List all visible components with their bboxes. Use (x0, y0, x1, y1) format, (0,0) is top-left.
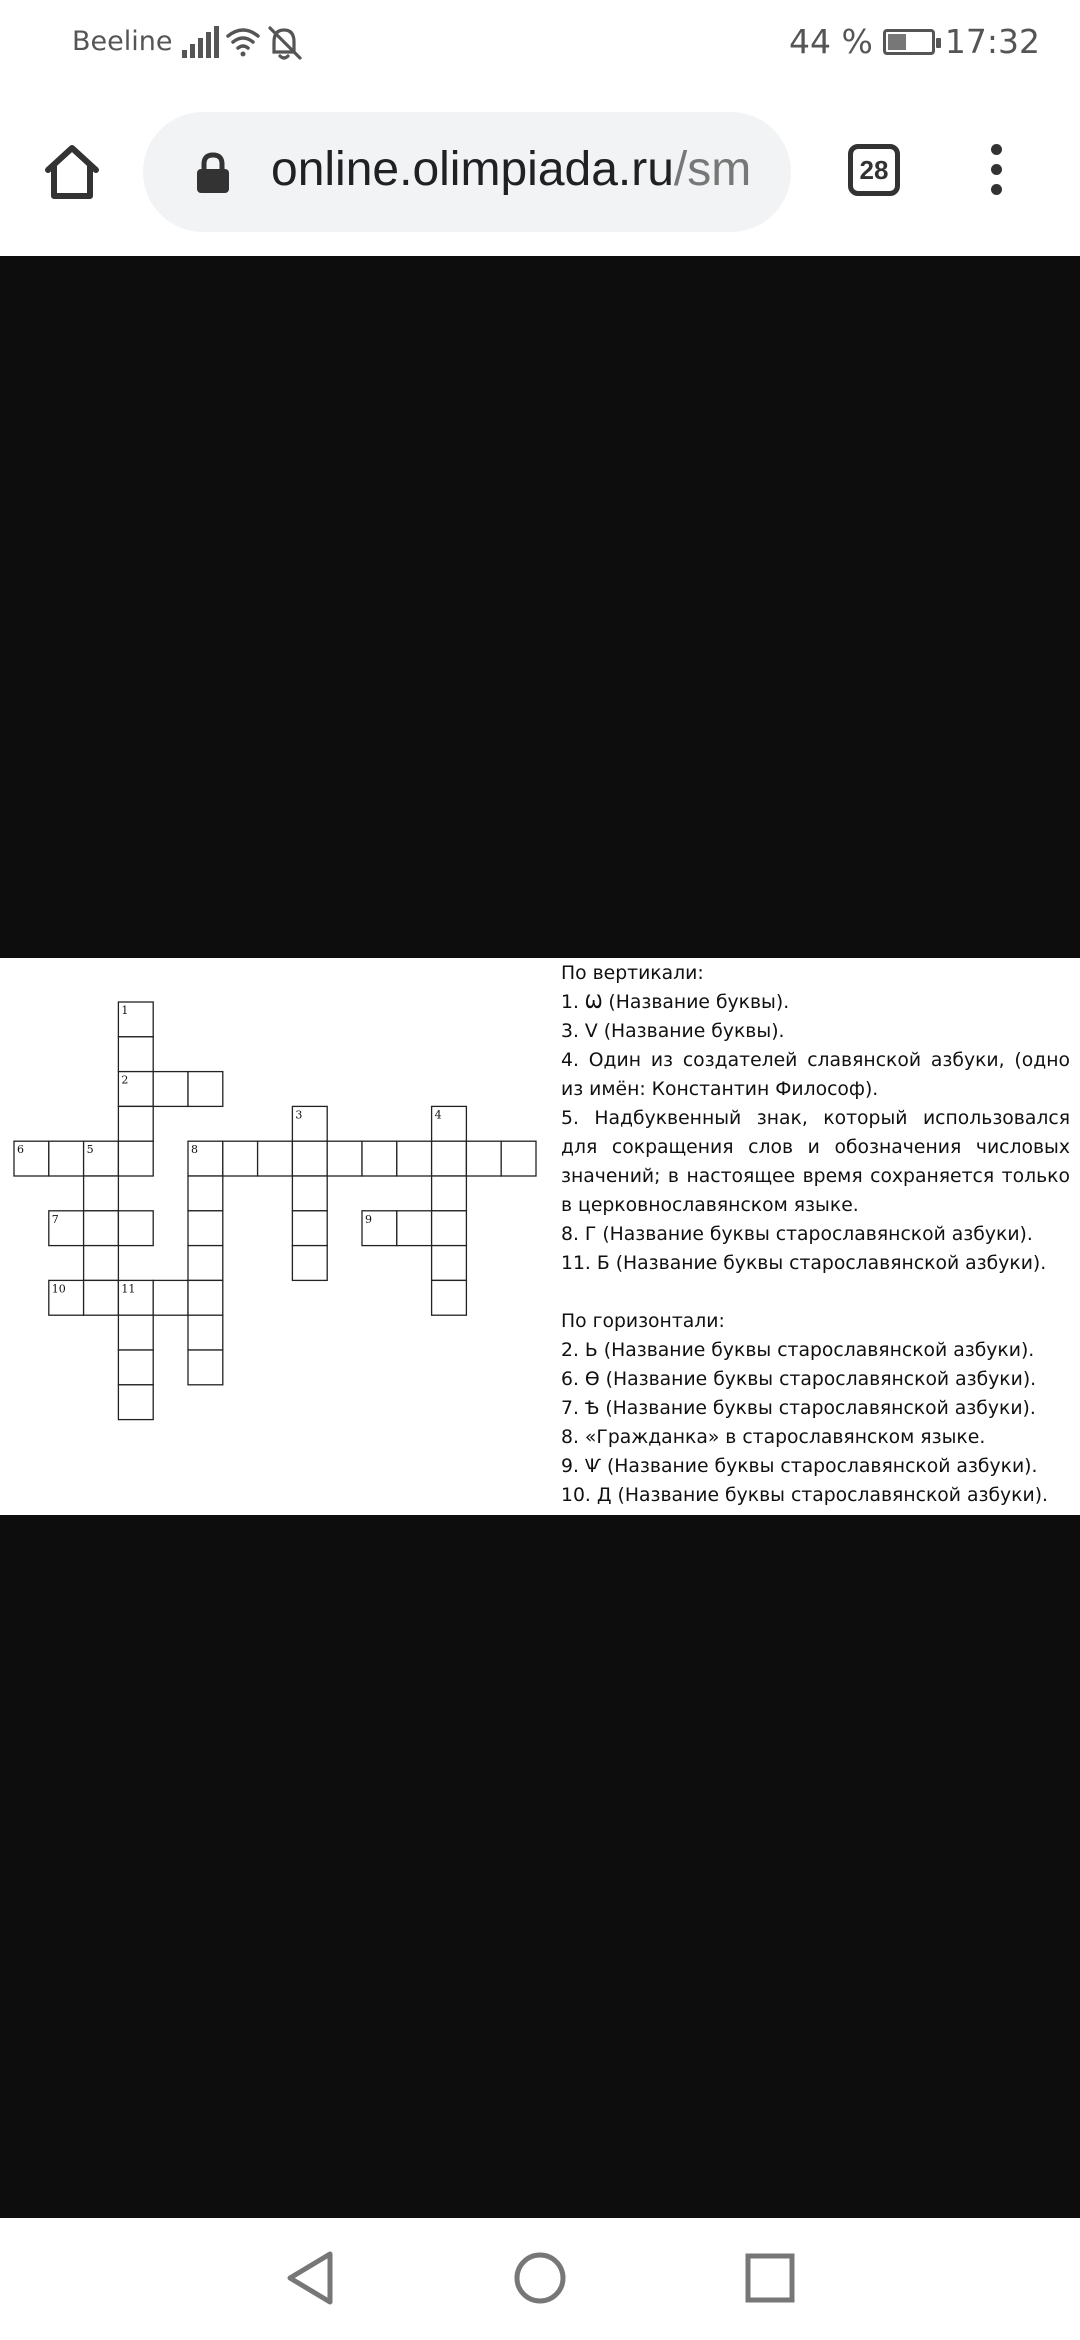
crossword-cell (432, 1141, 467, 1176)
clue-gap (561, 1278, 1070, 1307)
browser-toolbar (0, 88, 1080, 256)
clue-text: Один из создателей славянской азбуки, (одно из имён: Константин Философ). (561, 1050, 1070, 1100)
crossword-cell (466, 1141, 501, 1176)
clue-num: 7. (561, 1398, 579, 1419)
crossword-cell (362, 1141, 397, 1176)
crossword-cell (223, 1141, 258, 1176)
crossword-cell (188, 1315, 223, 1350)
clue-text: Д (Название буквы старославянской азбуки). (596, 1485, 1048, 1506)
crossword-grid (0, 958, 560, 1515)
crossword-image (0, 958, 1080, 1515)
url-domain: online.olimpiada.ru (271, 143, 674, 196)
crossword-number: 7 (51, 1212, 59, 1226)
battery-percent: 44 % (789, 22, 873, 61)
clue-num: 10. (561, 1485, 591, 1506)
clue-text: Ѳ (Название буквы старославянской азбуки). (584, 1369, 1037, 1390)
clue-horizontal-8 (561, 1423, 1070, 1452)
clock: 17:32 (944, 22, 1040, 61)
crossword-cell (432, 1176, 467, 1211)
vertical-heading: По вертикали: (561, 963, 704, 984)
url-path: /sm (673, 143, 752, 196)
crossword-cell (118, 1315, 153, 1350)
clue-vertical-11 (561, 1249, 1070, 1278)
clue-num: 11. (561, 1253, 591, 1274)
clue-horizontal-2 (561, 1336, 1070, 1365)
crossword-cell (118, 1037, 153, 1072)
crossword-cell (501, 1141, 536, 1176)
notifications-off-icon (270, 28, 300, 58)
wifi-icon (228, 30, 258, 57)
crossword-number: 5 (86, 1143, 94, 1157)
crossword-number: 9 (365, 1212, 372, 1226)
crossword-cell (397, 1141, 432, 1176)
crossword-cell (188, 1280, 223, 1315)
crossword-cell (327, 1141, 362, 1176)
more-vert-icon[interactable] (976, 144, 1016, 200)
crossword-cell (49, 1141, 84, 1176)
crossword-number: 11 (121, 1282, 136, 1296)
crossword-cell (118, 1385, 153, 1420)
crossword-cell (84, 1246, 119, 1281)
signal-wifi-mute-icons (180, 24, 305, 60)
back-triangle-icon[interactable] (282, 2248, 338, 2308)
crossword-number: 2 (121, 1073, 129, 1087)
crossword-cell (188, 1246, 223, 1281)
clue-vertical-4 (561, 1046, 1070, 1104)
clue-num: 9. (561, 1456, 579, 1477)
crossword-cell (432, 1211, 467, 1246)
clue-vertical-3 (561, 1017, 1070, 1046)
navigation-bar (0, 2218, 1080, 2340)
crossword-cell (188, 1072, 223, 1107)
lock-icon (195, 152, 231, 194)
crossword-number: 6 (17, 1143, 24, 1157)
clue-text: Ь (Название буквы старославянской азбуки). (584, 1340, 1035, 1361)
battery-fill (888, 34, 906, 50)
crossword-cell (188, 1350, 223, 1385)
crossword-cell (292, 1246, 327, 1281)
clue-num: 8. (561, 1427, 579, 1448)
clue-text: Надбуквенный знак, который использовался для сокращения слов и обозначения числовых значений; в настоящее время сохраняется только в церковнославянском языке. (561, 1108, 1070, 1216)
crossword-number: 8 (191, 1143, 198, 1157)
address-bar[interactable] (143, 112, 791, 232)
crossword-cell (118, 1141, 153, 1176)
crossword-number: 4 (434, 1108, 442, 1122)
clue-text: Ѡ (Название буквы). (584, 992, 790, 1013)
clue-text: «Гражданка» в старославянском языке. (584, 1427, 986, 1448)
crossword-cell (118, 1106, 153, 1141)
clue-text: Б (Название буквы старославянской азбуки). (596, 1253, 1047, 1274)
crossword-cell (432, 1280, 467, 1315)
url-text[interactable] (271, 142, 751, 197)
crossword-number: 10 (51, 1282, 66, 1296)
crossword-cell (118, 1350, 153, 1385)
home-circle-icon[interactable] (512, 2248, 568, 2308)
horizontal-heading: По горизонтали: (561, 1311, 725, 1332)
clue-text: Г (Название буквы старославянской азбуки). (584, 1224, 1033, 1245)
clue-horizontal-6 (561, 1365, 1070, 1394)
clue-num: 1. (561, 992, 579, 1013)
clue-text: Ѱ (Название буквы старославянской азбуки). (584, 1456, 1038, 1477)
right-status (789, 22, 1040, 61)
clues-panel (561, 958, 1070, 1510)
crossword-cell (258, 1141, 293, 1176)
battery-icon (883, 29, 935, 55)
clue-horizontal-7 (561, 1394, 1070, 1423)
crossword-cell (84, 1176, 119, 1211)
clue-num: 5. (561, 1108, 579, 1129)
clue-vertical-5 (561, 1104, 1070, 1220)
clue-num: 2. (561, 1340, 579, 1361)
clue-vertical-8 (561, 1220, 1070, 1249)
clue-num: 6. (561, 1369, 579, 1390)
carrier-name: Beeline (72, 26, 173, 57)
status-bar (0, 0, 1080, 88)
crossword-cell (84, 1211, 119, 1246)
clue-text: Ѣ (Название буквы старославянской азбуки). (584, 1398, 1036, 1419)
clue-horizontal-9 (561, 1452, 1070, 1481)
crossword-cell (118, 1211, 153, 1246)
crossword-cell (153, 1280, 188, 1315)
recents-square-icon[interactable] (742, 2248, 798, 2308)
crossword-number: 3 (295, 1108, 303, 1122)
clue-num: 8. (561, 1224, 579, 1245)
cell-signal-icon (182, 26, 219, 58)
clue-text: V (Название буквы). (584, 1021, 785, 1042)
tab-switcher-button[interactable]: 28 (848, 144, 900, 196)
clue-num: 3. (561, 1021, 579, 1042)
crossword-cell (188, 1176, 223, 1211)
crossword-cell (432, 1246, 467, 1281)
crossword-number: 1 (121, 1004, 129, 1017)
crossword-cell (397, 1211, 432, 1246)
crossword-cell (292, 1176, 327, 1211)
clue-vertical-1 (561, 988, 1070, 1017)
home-icon[interactable] (40, 140, 104, 204)
crossword-cell (292, 1211, 327, 1246)
crossword-cell (84, 1280, 119, 1315)
crossword-cell (188, 1211, 223, 1246)
crossword-cell (153, 1072, 188, 1107)
crossword-cell (292, 1141, 327, 1176)
clue-num: 4. (561, 1050, 579, 1071)
clue-horizontal-10 (561, 1481, 1070, 1510)
